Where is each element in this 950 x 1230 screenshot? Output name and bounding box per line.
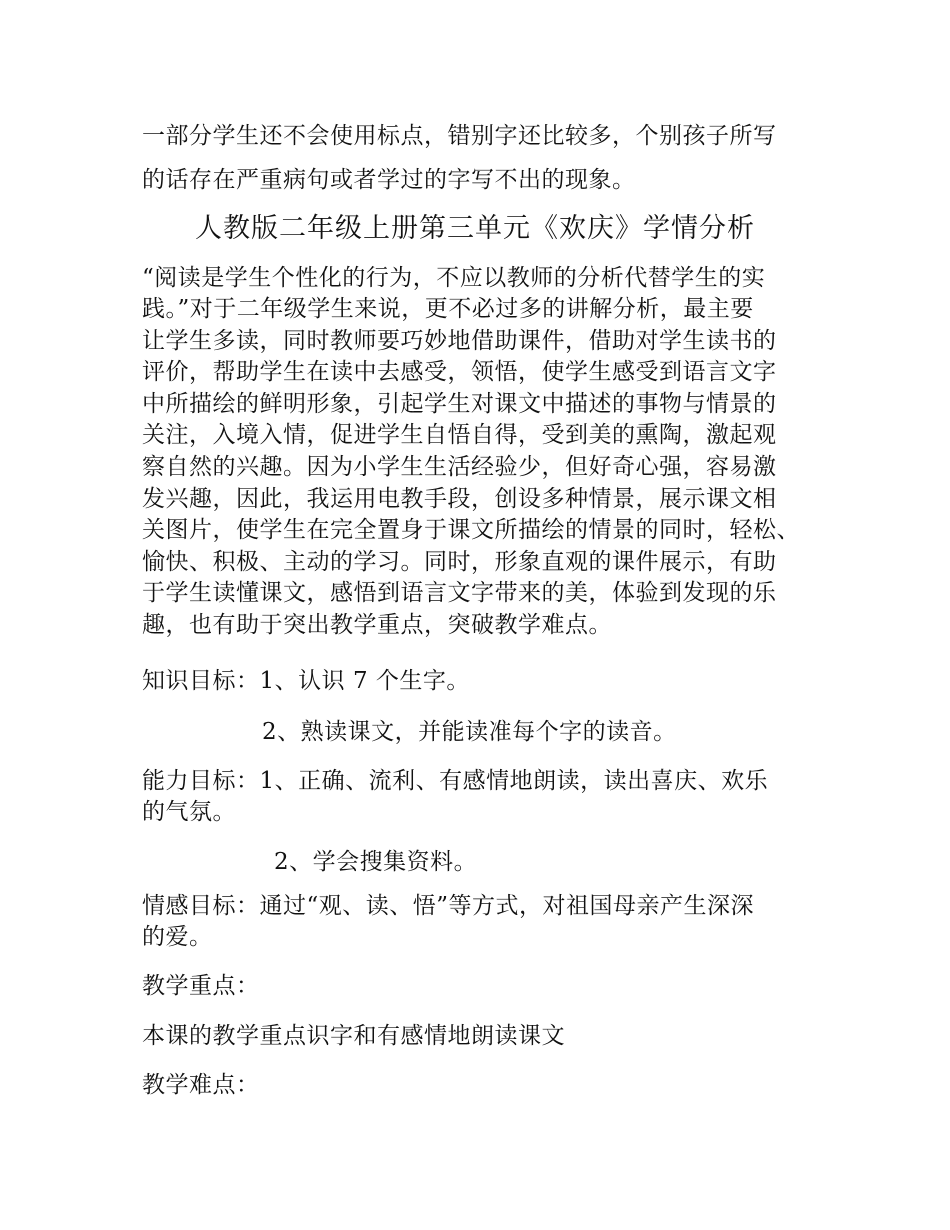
paragraph-line: 让学生多读，同时教师要巧妙地借助课件，借助对学生读书的 [142,328,777,354]
ability-goal-2: 2、学会搜集资料。 [274,849,478,875]
paragraph-line: 关图片，使学生在完全置身于课文所描绘的情景的同时，轻松、 [142,517,800,543]
paragraph-line: 评价，帮助学生在读中去感受，领悟，使学生感受到语言文字 [142,359,777,385]
emotion-goal-continued: 的爱。 [142,924,213,950]
key-points-content: 本课的教学重点识字和有感情地朗读课文 [142,1023,565,1049]
knowledge-goal-1: 知识目标：1、认识 7 个生字。 [142,668,470,694]
ability-goal-1-continued: 的气氛。 [142,799,236,825]
paragraph-line: “阅读是学生个性化的行为，不应以教师的分析代替学生的实 [142,265,766,291]
key-points-label: 教学重点： [142,973,260,999]
paragraph-line: 察自然的兴趣。因为小学生生活经验少，但好奇心强，容易激 [142,454,777,480]
knowledge-goal-2: 2、熟读课文，并能读准每个字的读音。 [262,719,677,745]
paragraph-line: 中所描绘的鲜明形象，引起学生对课文中描述的事物与情景的 [142,391,777,417]
ability-goal-1: 能力目标：1、正确、流利、有感情地朗读，读出喜庆、欢乐 [142,768,769,794]
paragraph-line: 发兴趣，因此，我运用电教手段，创设多种情景，展示课文相 [142,486,777,512]
intro-line-1: 一部分学生还不会使用标点，错别字还比较多，个别孩子所写 [142,123,777,149]
paragraph-line: 于学生读懂课文，感悟到语言文字带来的美，体验到发现的乐 [142,580,777,606]
intro-line-2: 的话存在严重病句或者学过的字写不出的现象。 [142,167,636,193]
emotion-goal: 情感目标：通过“观、读、悟”等方式，对祖国母亲产生深深 [142,893,755,919]
paragraph-line: 关注，入境入情，促进学生自悟自得，受到美的熏陶，激起观 [142,422,777,448]
paragraph-line: 愉快、积极、主动的学习。同时，形象直观的课件展示，有助 [142,549,777,575]
paragraph-line: 趣，也有助于突出教学重点，突破教学难点。 [142,612,612,638]
difficulties-label: 教学难点： [142,1072,260,1098]
paragraph-line: 践。”对于二年级学生来说，更不必过多的讲解分析，最主要 [142,296,754,322]
section-heading: 人教版二年级上册第三单元《欢庆》学情分析 [195,213,755,244]
